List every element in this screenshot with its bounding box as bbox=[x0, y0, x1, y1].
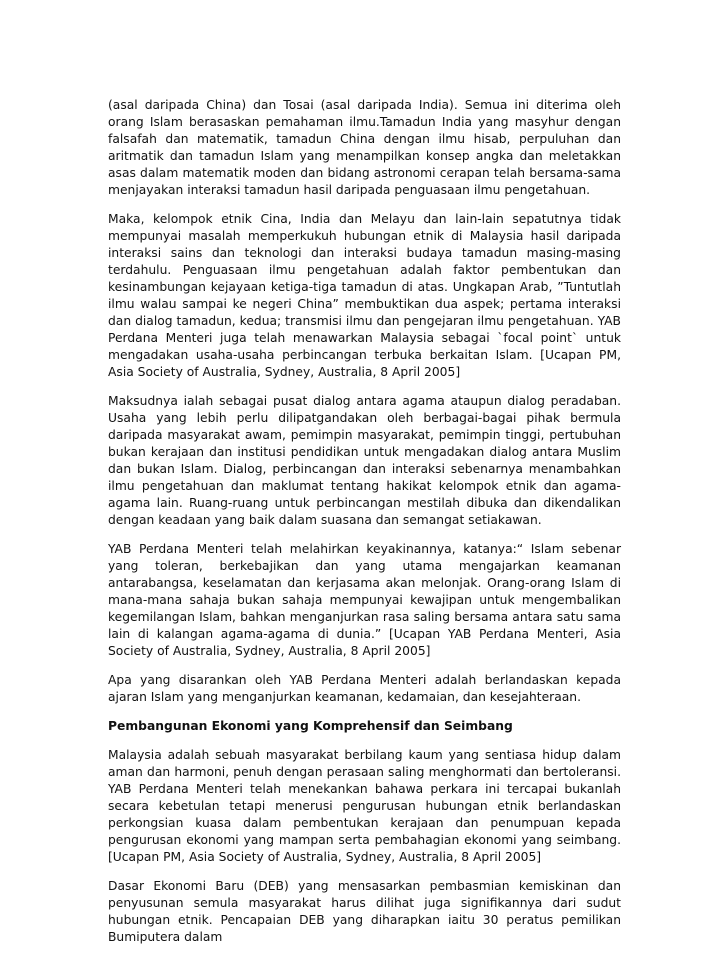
paragraph-7: Dasar Ekonomi Baru (DEB) yang mensasarkan pembasmian kemiskinan dan penyusunan semula masyarakat harus dilihat juga signifikannya dari sudut hubungan etnik. Pencapaian DEB yang diharapkan iaitu 30 peratus pemilikan Bumiputera dalam bbox=[108, 879, 621, 944]
paragraph-2: Maka, kelompok etnik Cina, India dan Melayu dan lain-lain sepatutnya tidak mempunyai masalah memperkukuh hubungan etnik di Malaysia hasil daripada interaksi sains dan teknologi dan interaksi budaya tamadun masing-masing terdahulu. Penguasaan ilmu pengetahuan adalah faktor pembentukan dan kesinambungan kejayaan ketiga-tiga tamadun di atas. Ungkapan Arab, ”Tuntutlah ilmu walau sampai ke negeri China” membuktikan dua aspek; pertama interaksi dan dialog tamadun, kedua; transmisi ilmu dan pengejaran ilmu pengetahuan. YAB Perdana Menteri juga telah menawarkan Malaysia sebagai `focal point` untuk mengadakan usaha-usaha perbincangan terbuka berkaitan Islam. [Ucapan PM, Asia Society of Australia, Sydney, Australia, 8 April 2005] bbox=[108, 212, 621, 379]
paragraph-6: Malaysia adalah sebuah masyarakat berbilang kaum yang sentiasa hidup dalam aman dan harmoni, penuh dengan perasaan saling menghormati dan bertoleransi. YAB Perdana Menteri telah menekankan bahawa perkara ini tercapai bukanlah secara kebetulan tetapi menerusi pengurusan hubungan etnik berlandaskan perkongsian kuasa dalam pembentukan kerajaan dan penumpuan kepada pengurusan ekonomi yang mampan serta pembahagian ekonomi yang seimbang. [Ucapan PM, Asia Society of Australia, Sydney, Australia, 8 April 2005] bbox=[108, 748, 621, 864]
paragraph-5: Apa yang disarankan oleh YAB Perdana Menteri adalah berlandaskan kepada ajaran Islam yang menganjurkan keamanan, kedamaian, dan kesejahteraan. bbox=[108, 673, 621, 704]
paragraph-3: Maksudnya ialah sebagai pusat dialog antara agama ataupun dialog peradaban. Usaha yang lebih perlu dilipatgandakan oleh berbagai-bagai pihak bermula daripada masyarakat awam, pemimpin masyarakat, pemimpin tinggi, pertubuhan bukan kerajaan dan institusi pendidikan untuk mengadakan dialog antara Muslim dan bukan Islam. Dialog, perbincangan dan interaksi sebenarnya menambahkan ilmu pengetahuan dan maklumat tentang hakikat kelompok etnik dan agama-agama lain. Ruang-ruang untuk perbincangan mestilah dibuka dan dikendalikan dengan keadaan yang baik dalam suasana dan semangat setiakawan. bbox=[108, 394, 621, 527]
section-heading: Pembangunan Ekonomi yang Komprehensif dan Seimbang bbox=[108, 719, 513, 733]
document-page bbox=[108, 97, 621, 958]
paragraph-4: YAB Perdana Menteri telah melahirkan keyakinannya, katanya:“ Islam sebenar yang toleran, berkebajikan dan yang utama mengajarkan keamanan antarabangsa, keselamatan dan kerjasama akan melonjak. Orang-orang Islam di mana-mana sahaja bukan sahaja mempunyai kewajipan untuk mengembalikan kegemilangan Islam, bahkan menganjurkan rasa saling bersama antara satu sama lain di kalangan agama-agama di dunia.” [Ucapan YAB Perdana Menteri, Asia Society of Australia, Sydney, Australia, 8 April 2005] bbox=[108, 542, 621, 658]
paragraph-1: (asal daripada China) dan Tosai (asal daripada India). Semua ini diterima oleh orang Islam berasaskan pemahaman ilmu.Tamadun India yang masyhur dengan falsafah dan matematik, tamadun China dengan ilmu hisab, perpuluhan dan aritmatik dan tamadun Islam yang menampilkan konsep angka dan meletakkan asas dalam matematik moden dan bidang astronomi cerapan telah bersama-sama menjayakan interaksi tamadun hasil daripada penguasaan ilmu pengetahuan. bbox=[108, 98, 621, 197]
